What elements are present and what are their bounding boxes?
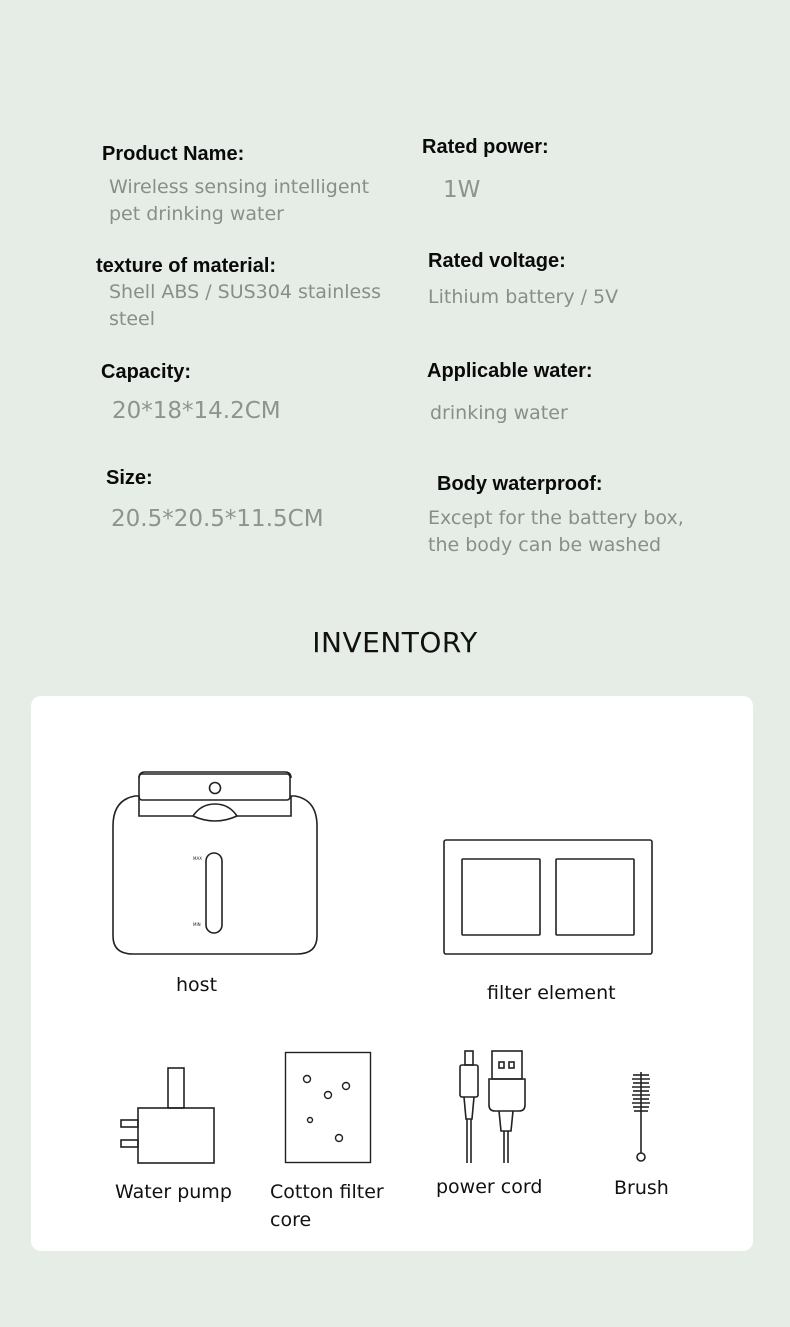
water-pump-icon bbox=[114, 1064, 220, 1168]
brush-label: Brush bbox=[614, 1177, 669, 1199]
spec-body-waterproof-value: Except for the battery box, the body can be washed bbox=[428, 507, 684, 556]
water-fountain-host-icon bbox=[105, 768, 327, 960]
spec-capacity-label: Capacity: bbox=[101, 361, 192, 383]
spec-size-value: 20.5*20.5*11.5CM bbox=[111, 506, 324, 532]
spec-capacity-value: 20*18*14.2CM bbox=[112, 398, 281, 424]
spec-size-label: Size: bbox=[106, 467, 153, 489]
svg-text:MIN: MIN bbox=[193, 922, 201, 927]
cotton-filter-label: Cotton filter core bbox=[270, 1181, 384, 1231]
brush-icon bbox=[628, 1069, 654, 1165]
spec-product-name-label: Product Name: bbox=[102, 143, 245, 165]
filter-element-label: filter element bbox=[487, 982, 616, 1004]
spec-texture-label: texture of material: bbox=[96, 255, 277, 277]
inventory-title: INVENTORY bbox=[312, 626, 478, 659]
host-label: host bbox=[176, 974, 218, 996]
spec-rated-power-value: 1W bbox=[443, 177, 481, 203]
spec-rated-voltage-value: Lithium battery / 5V bbox=[428, 286, 619, 308]
usb-cable-icon bbox=[455, 1047, 527, 1167]
power-cord-label: power cord bbox=[436, 1176, 543, 1198]
water-pump-label: Water pump bbox=[115, 1181, 232, 1203]
spec-rated-voltage-label: Rated voltage: bbox=[428, 250, 566, 272]
spec-rated-power-label: Rated power: bbox=[422, 136, 549, 158]
spec-applicable-water-value: drinking water bbox=[430, 402, 568, 424]
spec-applicable-water-label: Applicable water: bbox=[427, 360, 593, 382]
spec-product-name-value: Wireless sensing intelligent pet drinking water bbox=[109, 176, 370, 225]
spec-body-waterproof-label: Body waterproof: bbox=[437, 473, 603, 495]
filter-element-icon bbox=[442, 838, 656, 958]
svg-text:MAX: MAX bbox=[193, 856, 202, 861]
cotton-filter-icon bbox=[284, 1051, 374, 1165]
spec-texture-value: Shell ABS / SUS304 stainless steel bbox=[109, 281, 382, 330]
